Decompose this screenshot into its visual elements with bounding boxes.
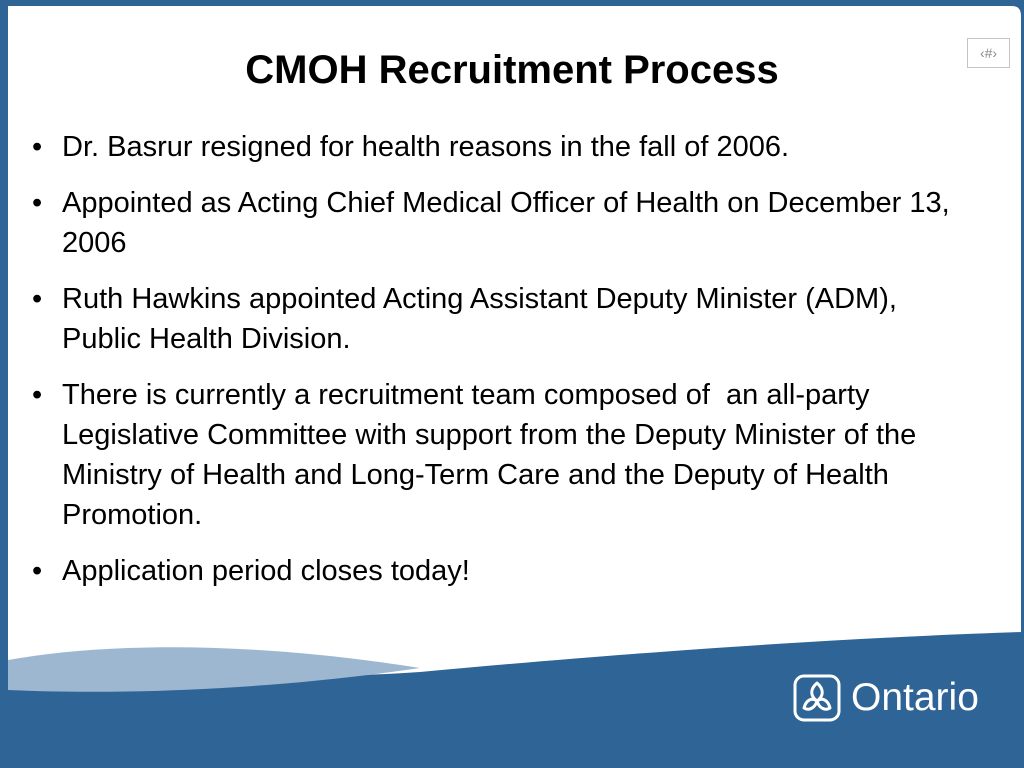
bullet-text: Dr. Basrur resigned for health reasons in the fall of 2006. [62,131,790,163]
bullet-dot-icon: • [32,283,43,315]
bullet-text: There is currently a recruitment team composed of an all-party Legislative Committee with support from the Deputy Minister of the Ministry of Health and Long-Term Care and the Deputy of Health Promotion. [62,379,925,531]
bullet-item [30,375,960,535]
bullet-item [30,127,960,167]
bullet-dot-icon: • [32,379,43,411]
bullet-text: Ruth Hawkins appointed Acting Assistant Deputy Minister (ADM), Public Health Division. [62,283,905,355]
bullet-text: Application period closes today! [62,555,470,587]
bullet-item [30,551,960,591]
trillium-logo-icon [793,674,841,722]
slide-number-placeholder: ‹#› [967,38,1010,68]
bullet-dot-icon: • [32,187,43,219]
brand-wordmark: Ontario [851,676,979,719]
ontario-brand [793,672,979,724]
bullet-dot-icon: • [32,555,43,587]
bullet-text: Appointed as Acting Chief Medical Officer of Health on December 13, 2006 [62,187,958,259]
slide-title: CMOH Recruitment Process [245,48,779,92]
bullet-item [30,279,960,359]
bullet-dot-icon: • [32,131,43,163]
bullet-item [30,183,960,263]
bullet-list [30,127,960,607]
